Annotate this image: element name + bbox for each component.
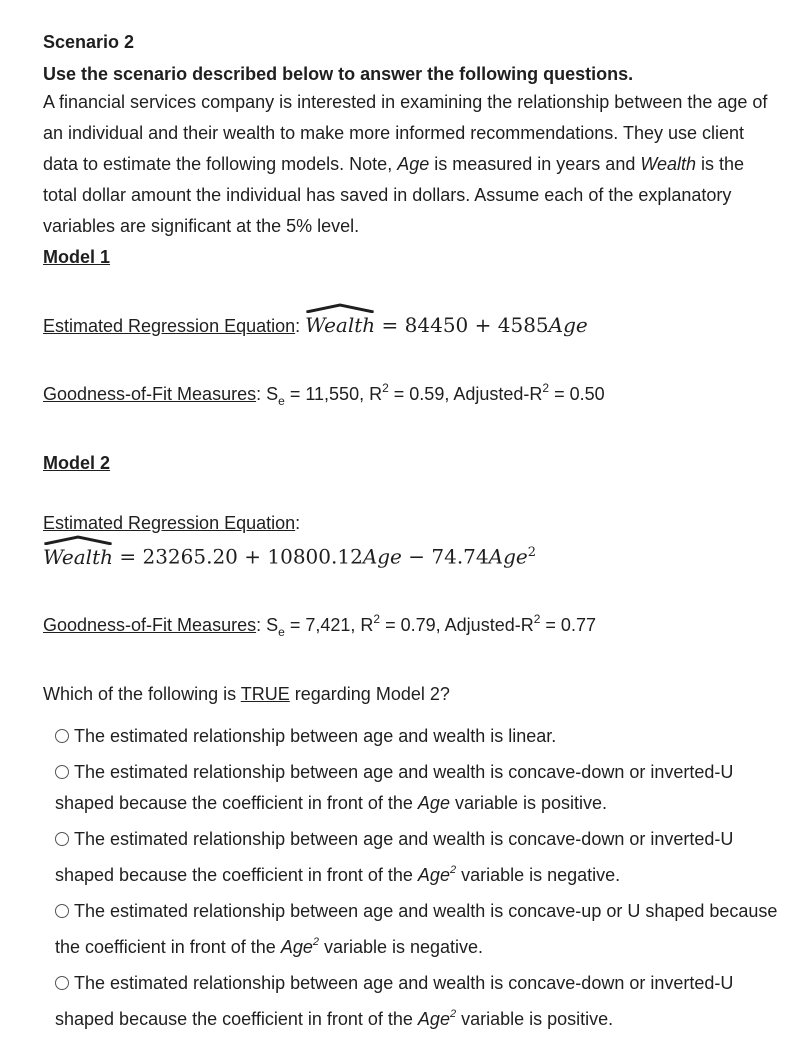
intro-text-3: is the total dollar amount the individual has saved in dollars. Assume each of the explanatory variables are significant at the 5% level. bbox=[43, 154, 745, 236]
option-text: The estimated relationship between age and wealth is concave-down or inverted-U shaped because the coefficient in front of the bbox=[55, 828, 734, 885]
model1-eq-label: Estimated Regression Equation bbox=[43, 316, 296, 336]
model1-eq-math bbox=[305, 313, 588, 337]
hat-icon bbox=[43, 535, 113, 545]
answer-option-1[interactable] bbox=[55, 721, 778, 752]
answer-options bbox=[55, 721, 778, 1035]
model1-wealth-hat bbox=[305, 310, 375, 340]
answer-option-3[interactable] bbox=[55, 824, 778, 891]
option-text: The estimated relationship between age and wealth is concave-up or U shaped because the coefficient in front of the bbox=[55, 900, 778, 957]
model2-r2-sup: 2 bbox=[373, 611, 381, 626]
model2-se-value: = 7,421, R bbox=[289, 614, 374, 635]
model2-r2-value: = 0.79, Adjusted-R bbox=[385, 614, 534, 635]
model1-adjr2-value: = 0.50 bbox=[554, 384, 605, 404]
hat-icon bbox=[305, 303, 375, 313]
model2-eq-sq: 2 bbox=[527, 545, 537, 560]
radio-button[interactable] bbox=[55, 765, 69, 779]
option-text: The estimated relationship between age and wealth is concave-down or inverted-U shaped because the coefficient in front of the bbox=[55, 761, 734, 813]
option-var: Age bbox=[417, 1008, 450, 1029]
model1-r2-value: = 0.59, Adjusted-R bbox=[393, 384, 543, 404]
radio-button[interactable] bbox=[55, 729, 69, 743]
model2-gof-colon: : bbox=[256, 614, 262, 635]
model1-gof-colon: : bbox=[256, 384, 262, 404]
option-text-post: variable is negative. bbox=[318, 936, 484, 957]
model2-wealth-hat bbox=[43, 542, 113, 572]
option-sup: 2 bbox=[449, 1007, 457, 1020]
model2-se-sub: e bbox=[278, 624, 285, 639]
option-var: Age bbox=[417, 864, 450, 885]
radio-button[interactable] bbox=[55, 832, 69, 846]
radio-button[interactable] bbox=[55, 904, 69, 918]
option-var: Age bbox=[280, 936, 313, 957]
intro-wealth-term: Wealth bbox=[640, 154, 697, 174]
question-page bbox=[43, 27, 778, 1040]
model1-adjr2-sup: 2 bbox=[542, 381, 550, 395]
model2-adjr2-sup: 2 bbox=[533, 611, 541, 626]
question-text bbox=[43, 681, 778, 707]
answer-option-5[interactable] bbox=[55, 968, 778, 1035]
model2-eq-rhs-2: − 74.74 bbox=[401, 544, 489, 569]
intro-text-1: A financial services company is interested in examining the relationship between the age of an individual and their wealth to make more informed recommendations. They use client data to estimate the following models. Note, bbox=[43, 92, 768, 174]
option-sup: 2 bbox=[449, 863, 457, 876]
scenario-intro bbox=[43, 87, 778, 242]
model2-gof bbox=[43, 606, 778, 645]
model2-eq-math bbox=[43, 538, 778, 572]
model1-eq-var: Age bbox=[548, 313, 588, 337]
model2-gof-label: Goodness-of-Fit Measures bbox=[43, 614, 257, 635]
answer-option-4[interactable] bbox=[55, 896, 778, 963]
question-prefix: Which of the following is bbox=[43, 683, 241, 704]
radio-button[interactable] bbox=[55, 976, 69, 990]
option-var: Age bbox=[417, 792, 450, 813]
option-text-post: variable is positive. bbox=[456, 1008, 614, 1029]
intro-age-term: Age bbox=[397, 154, 430, 174]
model1-se-symbol: S bbox=[266, 384, 279, 404]
scenario-title: Scenario 2 bbox=[43, 32, 135, 52]
model2-eq-lhs: Wealth bbox=[43, 544, 113, 569]
model2-eq-label: Estimated Regression Equation bbox=[43, 513, 296, 533]
model1-eq-colon: : bbox=[295, 316, 301, 336]
option-text-post: variable is negative. bbox=[456, 864, 621, 885]
model1-equation bbox=[43, 310, 778, 341]
option-text-post: variable is positive. bbox=[449, 792, 608, 813]
question-emphasis: TRUE bbox=[240, 683, 290, 704]
model1-se-sub: e bbox=[278, 394, 285, 408]
model2-adjr2-value: = 0.77 bbox=[545, 614, 596, 635]
option-text: The estimated relationship between age and wealth is concave-down or inverted-U shaped because the coefficient in front of the bbox=[55, 972, 734, 1029]
model1-r2-sup: 2 bbox=[382, 381, 389, 395]
model2-eq-colon: : bbox=[295, 513, 301, 533]
model2-equation bbox=[43, 508, 778, 572]
option-text: The estimated relationship between age and wealth is linear. bbox=[74, 725, 557, 746]
model1-eq-lhs: Wealth bbox=[305, 313, 376, 337]
answer-option-2[interactable] bbox=[55, 757, 778, 819]
model1-gof bbox=[43, 375, 778, 414]
model2-eq-var2: Age bbox=[488, 544, 528, 569]
model1-heading: Model 1 bbox=[43, 247, 111, 267]
intro-text-2: is measured in years and bbox=[429, 154, 641, 174]
model2-heading: Model 2 bbox=[43, 453, 111, 473]
model1-eq-rhs: = 84450 + 4585 bbox=[381, 313, 549, 337]
model2-eq-var1: Age bbox=[362, 544, 402, 569]
model1-se-value: = 11,550, R bbox=[289, 384, 383, 404]
scenario-instructions: Use the scenario described below to answer the following questions. bbox=[43, 64, 634, 84]
model2-se-symbol: S bbox=[266, 614, 279, 635]
option-sup: 2 bbox=[312, 935, 319, 948]
model2-eq-rhs-1: = 23265.20 + 10800.12 bbox=[119, 544, 363, 569]
model1-gof-label: Goodness-of-Fit Measures bbox=[43, 384, 257, 404]
question-suffix: regarding Model 2? bbox=[289, 683, 450, 704]
